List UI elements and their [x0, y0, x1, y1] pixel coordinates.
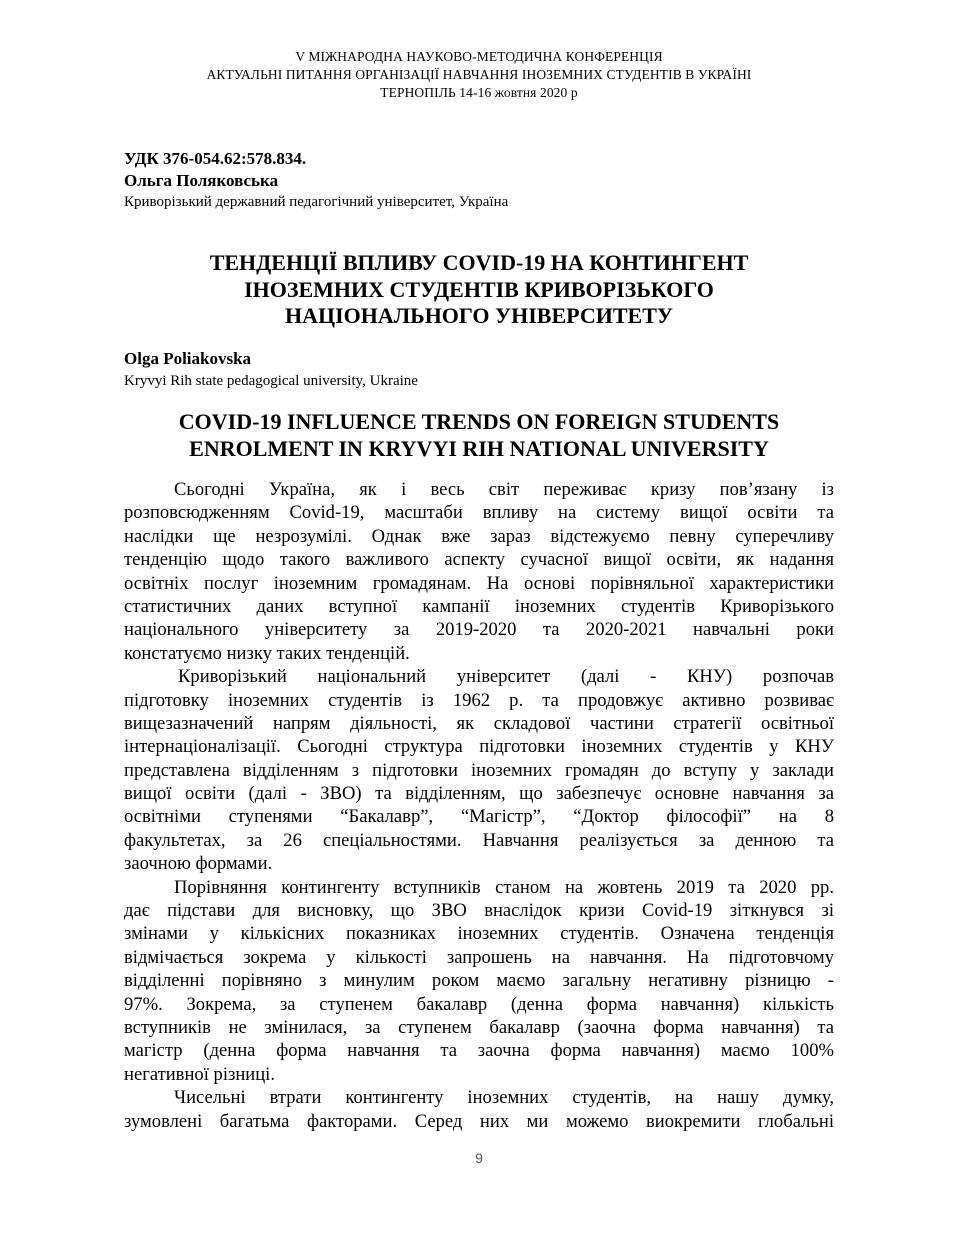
- body-line: зумовлені багатьма факторами. Серед них ми можемо виокремити глобальні: [124, 1110, 834, 1132]
- article-title-ua: [124, 250, 834, 330]
- body-line: відмічається зокрема у кількості запрошень на навчання. На підготовчому: [124, 946, 834, 968]
- paragraph-3: [124, 876, 834, 1087]
- paragraph-1: [124, 478, 834, 665]
- author-name-en: Olga Poliakovska: [124, 349, 252, 368]
- title-ua-line: ТЕНДЕНЦІЇ ВПЛИВУ COVID-19 НА КОНТИНГЕНТ: [209, 250, 749, 275]
- title-en-line: COVID-19 INFLUENCE TRENDS ON FOREIGN STUDENTS: [178, 409, 780, 434]
- body-line: Порівняння контингенту вступників станом на жовтень 2019 та 2020 рр.: [174, 876, 834, 898]
- udc-code: УДК 376-054.62:578.834.: [124, 149, 307, 168]
- body-line: освітніми ступенями “Бакалавр”, “Магістр”, “Доктор філософії” на 8: [124, 806, 834, 828]
- title-ua-line: НАЦІОНАЛЬНОГО УНІВЕРСИТЕТУ: [284, 303, 674, 328]
- body-line: Криворізький національний університет (далі - КНУ) розпочав: [178, 666, 834, 688]
- conference-line-2: АКТУАЛЬНІ ПИТАННЯ ОРГАНІЗАЦІЇ НАВЧАННЯ ІНОЗЕМНИХ СТУДЕНТІВ В УКРАЇНІ: [206, 67, 752, 82]
- article-body: [124, 478, 834, 1133]
- body-line: 97%. Зокрема, за ступенем бакалавр (денна форма навчання) кількість: [124, 993, 834, 1015]
- author-name-ua: Ольга Поляковська: [124, 171, 279, 190]
- body-line: національного університету за 2019-2020 та 2020-2021 навчальні роки: [124, 619, 834, 641]
- conference-line-1: V МІЖНАРОДНА НАУКОВО-МЕТОДИЧНА КОНФЕРЕНЦІЯ: [295, 49, 663, 64]
- conference-header: [0, 48, 958, 102]
- body-line: вступників не змінилася, за ступенем бакалавр (заочна форма навчання) та: [124, 1016, 834, 1038]
- paragraph-2: [124, 665, 834, 876]
- body-line: освітніх послуг іноземним громадянам. На основі порівняльної характеристики: [124, 572, 834, 594]
- body-line: негативної різниці.: [124, 1063, 275, 1085]
- body-line: Чисельні втрати контингенту іноземних студентів, на нашу думку,: [174, 1087, 834, 1109]
- body-line: дає підстави для висновку, що ЗВО внаслідок кризи Covid-19 зіткнувся зі: [124, 900, 834, 922]
- body-line: розповсюдженням Covid-19, масштаби впливу на систему вищої освіти та: [124, 502, 834, 524]
- body-line: підготовку іноземних студентів із 1962 р. та продовжує активно розвиває: [124, 689, 834, 711]
- title-ua-line: ІНОЗЕМНИХ СТУДЕНТІВ КРИВОРІЗЬКОГО: [244, 276, 714, 302]
- page-number: 9: [475, 1150, 483, 1166]
- body-line: вищої освіти (далі - ЗВО) та відділенням, що забезпечує основне навчання за: [124, 783, 834, 805]
- body-line: факультетах, за 26 спеціальностями. Навчання реалізується за денною та: [124, 829, 834, 851]
- body-line: статистичних даних вступної кампанії іноземних студентів Криворізького: [124, 595, 834, 617]
- body-line: змінами у кількісних показниках іноземних студентів. Означена тенденція: [124, 923, 834, 945]
- body-line: інтернаціоналізації. Сьогодні структура підготовки іноземних студентів у КНУ: [124, 736, 834, 758]
- body-line: вищезазначений напрям діяльності, як складової частини стратегії освітньої: [124, 712, 834, 734]
- paragraph-4: [124, 1086, 834, 1133]
- body-line: Сьогодні Україна, як і весь світ переживає кризу пов’язану із: [174, 479, 834, 500]
- body-line: заочною формами.: [124, 853, 273, 875]
- affiliation-ua: Криворізький державний педагогічний університет, Україна: [124, 194, 509, 210]
- body-line: тенденцію щодо такого важливого аспекту сучасної вищої освіти, як надання: [124, 549, 834, 571]
- body-line: магістр (денна форма навчання та заочна форма навчання) маємо 100%: [124, 1040, 834, 1062]
- body-line: відділенні порівняно з минулим роком маємо загальну негативну різницю -: [124, 970, 834, 992]
- conference-line-3: ТЕРНОПІЛЬ 14-16 жовтня 2020 р: [380, 85, 578, 100]
- body-line: представлена відділенням з підготовки іноземних громадян до вступу у заклади: [124, 759, 834, 781]
- body-line: наслідки ще незрозумілі. Однак вже зараз відстежуємо певну суперечливу: [124, 525, 834, 547]
- body-line: констатуємо низку таких тенденцій.: [124, 642, 410, 664]
- affiliation-en: Kryvyi Rih state pedagogical university, Ukraine: [124, 373, 418, 389]
- title-en-line: ENROLMENT IN KRYVYI RIH NATIONAL UNIVERSITY: [189, 436, 769, 461]
- article-title-en: [124, 408, 834, 462]
